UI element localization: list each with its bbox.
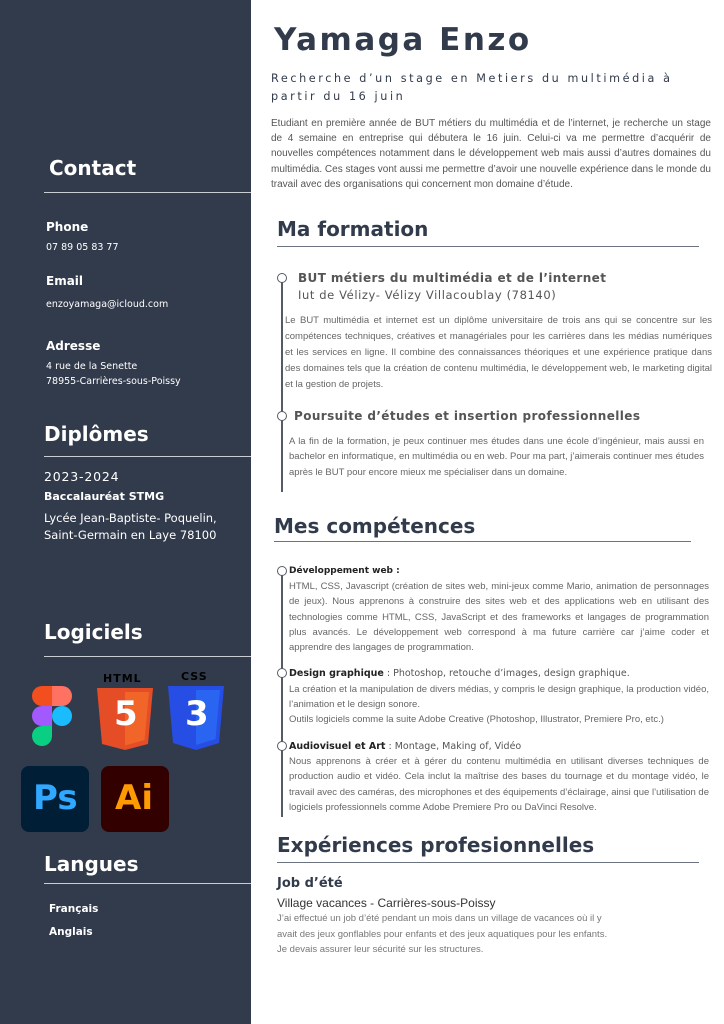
competence-title-bold: Audiovisuel et Art: [289, 741, 386, 752]
contact-heading: Contact: [49, 156, 137, 180]
competences-divider: [274, 541, 691, 542]
job-description: [277, 911, 667, 958]
job-line: J’ai effectué un job d’été pendant un mois dans un village de vacances où il y: [277, 913, 602, 924]
formation-timeline: [281, 282, 283, 492]
timeline-dot-icon: [277, 741, 287, 751]
illustrator-icon-label: Ai: [115, 778, 153, 818]
job-line: Je devais assurer leur sécurité sur les structures.: [277, 944, 484, 955]
photoshop-icon-label: Ps: [33, 778, 78, 818]
address-label: Adresse: [46, 339, 101, 353]
html5-number: 5: [114, 694, 138, 734]
langue-item: Anglais: [49, 926, 93, 938]
timeline-dot-icon: [277, 566, 287, 576]
competence-title-bold: Développement web :: [289, 566, 400, 576]
competence-title: [289, 566, 400, 576]
diplome-school-line2: Saint-Germain en Laye 78100: [44, 528, 217, 542]
css3-number: 3: [185, 694, 209, 734]
css-logo-label: CSS: [181, 670, 208, 683]
competence-title-extra: : Montage, Making of, Vidéo: [385, 741, 522, 752]
formation-item-title: Poursuite d’études et insertion professionnelles: [294, 409, 641, 423]
competence-title: [289, 741, 521, 752]
competence-text: La création et la manipulation de divers médias, y compris le design graphique, la production vidéo, l’animation et le design sonore.: [289, 684, 709, 711]
formation-item-subtitle: Iut de Vélizy- Vélizy Villacoublay (78140): [298, 288, 557, 302]
competence-title: [289, 668, 630, 679]
job-title: Job d’été: [277, 876, 343, 891]
diplome-years: 2023-2024: [44, 469, 120, 484]
figma-icon: [32, 686, 72, 748]
experiences-divider: [277, 862, 699, 863]
formation-item-text: Le BUT multimédia et internet est un diplôme universitaire de trois ans qui se concentre sur les compétences techniques, créatives et managériales pour les carrières dans les médias numériques et les services en ligne. Il combine des connaissances théoriques et une expérience pratique dans des domaines tels que la création de contenu multimédia, le développement web, le marketing digital et la gestion de projets.: [285, 315, 712, 390]
email-value[interactable]: enzoyamaga@icloud.com: [46, 299, 169, 310]
diplomes-divider: [44, 456, 251, 457]
timeline-dot-icon: [277, 273, 287, 283]
competence-text-2: Outils logiciels comme la suite Adobe Creative (Photoshop, Illustrator, Premiere Pro, etc.): [289, 714, 664, 725]
html-logo-label: HTML: [103, 672, 142, 685]
formation-item-title: BUT métiers du multimédia et de l’internet: [298, 271, 607, 285]
timeline-dot-icon: [277, 668, 287, 678]
logiciels-heading: Logiciels: [44, 620, 143, 644]
address-line1: 4 rue de la Senette: [46, 361, 138, 372]
competence-title-bold: Design graphique: [289, 668, 384, 679]
page-subtitle: Recherche d’un stage en Metiers du multimédia à partir du 16 juin: [271, 72, 673, 103]
competences-heading: Mes compétences: [274, 514, 476, 538]
experiences-heading: Expériences profesionnelles: [277, 833, 595, 857]
langue-item: Français: [49, 903, 99, 915]
langues-heading: Langues: [44, 852, 139, 876]
contact-divider: [44, 192, 251, 193]
intro-paragraph: Etudiant en première année de BUT métiers du multimédia et de l’internet, je recherche un stage de 4 semaine en entreprise qui débutera le 16 juin. Celui-ci va me permettre d’acquérir de nouvelles compétences notamment dans le développement web mais aussi d’autres domaines du multimédia. Ces stages vont aussi me permettre d’avoir une nouvelle expérience dans le monde du travail avec des organisations qui concernent mon domaine d’étude.: [271, 118, 711, 190]
formation-item-text: A la fin de la formation, je peux continuer mes études dans une école d’ingénieur, mais aussi en bachelor en informatique, en multimédia ou en web. Pour ma part, j’aimerais continuer mes études après le BUT pour encore mieux me spécialiser dans un domaine.: [289, 436, 704, 478]
job-place: Village vacances - Carrières-sous-Poissy: [277, 896, 496, 910]
competence-text: Nous apprenons à créer et à gérer du contenu multimédia en utilisant diverses techniques de production audio et vidéo. Cela inclut la maîtrise des bases du tournage et du montage vidéo, le travail avec des caméras, des microphones et des équipements d’éclairage, ainsi que l’utilisation de logiciels professionnels comme Adobe Premiere Pro ou DaVinci Resolve.: [289, 756, 709, 813]
address-line2: 78955-Carrières-sous-Poissy: [46, 376, 181, 387]
job-line: avait des jeux gonflables pour enfants et des jeux aquatiques pour les enfants.: [277, 928, 608, 940]
competence-text: HTML, CSS, Javascript (création de sites web, mini-jeux comme Mario, animation de personnages de jeux). Nous apprenons à construire des sites web et des applications web en utilisant des technologies comme HTML, CSS, JavaScript et des frameworks et langages de programmation plus avancés. Le développement web correspond à ma future carrière car j’aime coder et apprendre des langages de programmation.: [289, 581, 709, 654]
sidebar: [0, 0, 251, 1024]
illustrator-icon: [101, 766, 169, 832]
photoshop-icon: [21, 766, 89, 832]
phone-value[interactable]: 07 89 05 83 77: [46, 242, 119, 253]
formation-heading: Ma formation: [277, 217, 429, 241]
timeline-dot-icon: [277, 411, 287, 421]
email-label: Email: [46, 274, 84, 288]
formation-divider: [277, 246, 699, 247]
competence-title-extra: : Photoshop, retouche d’images, design graphique.: [383, 668, 630, 679]
competences-timeline: [281, 575, 283, 817]
logiciels-divider: [44, 656, 251, 657]
phone-label: Phone: [46, 220, 89, 234]
page-title-name: Yamaga Enzo: [274, 22, 532, 58]
diplomes-heading: Diplômes: [44, 422, 149, 446]
diplome-school-line1: Lycée Jean-Baptiste- Poquelin,: [44, 511, 217, 525]
langues-divider: [44, 883, 251, 884]
diplome-name: Baccalauréat STMG: [44, 490, 165, 503]
